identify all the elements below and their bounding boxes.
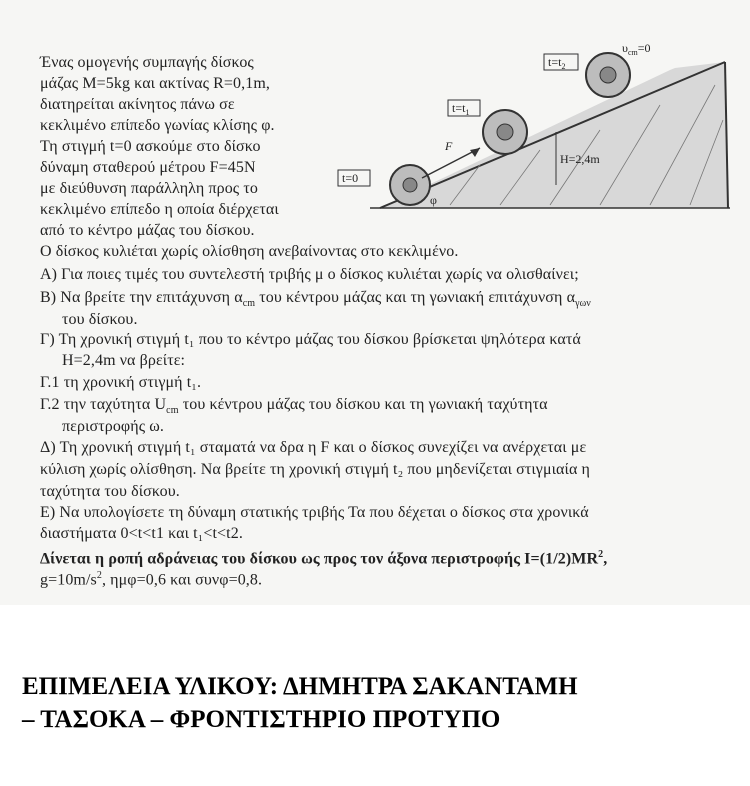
intro-line-1: Ένας ομογενής συμπαγής δίσκος (40, 54, 254, 71)
label-t2: $t=t_2$ (548, 55, 566, 71)
angle-label: φ (430, 193, 437, 207)
question-b-line1: Β) Να βρείτε την επιτάχυνση $\alpha_{cm}$ του κέντρου μάζας και τη γωνιακή επιτάχυνση $\alpha_{\gamma\omega\nu}$ (40, 289, 591, 310)
question-c-line2: Η=2,4m να βρείτε: (62, 352, 186, 369)
question-d-line3: ταχύτητα του δίσκου. (40, 483, 180, 500)
given-line1: Δίνεται η ροπή αδράνειας του δίσκου ως προς τον άξονα περιστροφής $I=(1/2)MR^2$, (40, 549, 608, 568)
intro-line-5: Τη στιγμή t=0 ασκούμε στο δίσκο (40, 138, 261, 155)
footer-credit-line1: ΕΠΙΜΕΛΕΙΑ ΥΛΙΚΟΥ: ΔΗΜΗΤΡΑ ΣΑΚΑΝΤΑΜΗ (22, 673, 578, 700)
disk-t2-center (600, 67, 616, 83)
intro-line-7: με διεύθυνση παράλληλη προς το (40, 180, 258, 197)
question-e-line1: Ε) Να υπολογίσετε τη δύναμη στατικής τριβής Τα που δέχεται ο δίσκος στα χρονικά (40, 504, 589, 521)
statement-line: Ο δίσκος κυλιέται χωρίς ολίσθηση ανεβαίνοντας στο κεκλιμένο. (40, 243, 459, 260)
question-a: Α) Για ποιες τιμές του συντελεστή τριβής μ ο δίσκος κυλιέται χωρίς να ολισθαίνει; (40, 266, 579, 283)
label-vcm: $\upsilon_{cm}=0$ (622, 41, 651, 57)
disk-t0-center (403, 178, 417, 192)
incline-diagram (330, 20, 750, 230)
intro-line-8: κεκλιμένο επίπεδο η οποία διέρχεται (40, 201, 279, 218)
question-d-line1: Δ) Τη χρονική στιγμή t₁ σταματά να δρα η F και ο δίσκος συνεχίζει να ανέρχεται με (40, 439, 587, 456)
given-line2: $g=10m/s^2$, ημφ=0,6 και συνφ=0,8. (40, 570, 263, 589)
intro-line-6: δύναμη σταθερού μέτρου F=45N (40, 159, 256, 176)
intro-line-9: από το κέντρο μάζας του δίσκου. (40, 222, 255, 239)
force-label: F (445, 139, 453, 153)
label-t1: $t=t_1$ (452, 101, 470, 117)
intro-line-2: μάζας M=5kg και ακτίνας R=0,1m, (40, 75, 270, 92)
question-c2-line2: περιστροφής ω. (62, 418, 164, 435)
intro-line-4: κεκλιμένο επίπεδο γωνίας κλίσης φ. (40, 117, 275, 134)
question-c-line1: Γ) Τη χρονική στιγμή t₁ που το κέντρο μάζας του δίσκου βρίσκεται ψηλότερα κατά (40, 331, 581, 348)
label-t0: t=0 (342, 171, 359, 185)
intro-line-3: διατηρείται ακίνητος πάνω σε (40, 96, 235, 113)
footer-credit-line2: – ΤΑΣΟΚΑ – ΦΡΟΝΤΙΣΤΗΡΙΟ ΠΡΟΤΥΠΟ (22, 706, 501, 733)
incline-figure (330, 20, 750, 230)
question-b-line2: του δίσκου. (62, 311, 138, 328)
question-e-line2: διαστήματα 0<t<t1 και t₁<t<t2. (40, 525, 243, 542)
height-label: H=2,4m (560, 152, 600, 166)
question-c1: Γ.1 τη χρονική στιγμή t₁. (40, 374, 202, 391)
question-d-line2: κύλιση χωρίς ολίσθηση. Να βρείτε τη χρονική στιγμή t₂ που μηδενίζεται στιγμιαία η (40, 461, 590, 478)
question-c2-line1: Γ.2 την ταχύτητα $U_{cm}$ του κέντρου μάζας του δίσκου και τη γωνιακή ταχύτητα (40, 396, 548, 417)
disk-t1-center (497, 124, 513, 140)
